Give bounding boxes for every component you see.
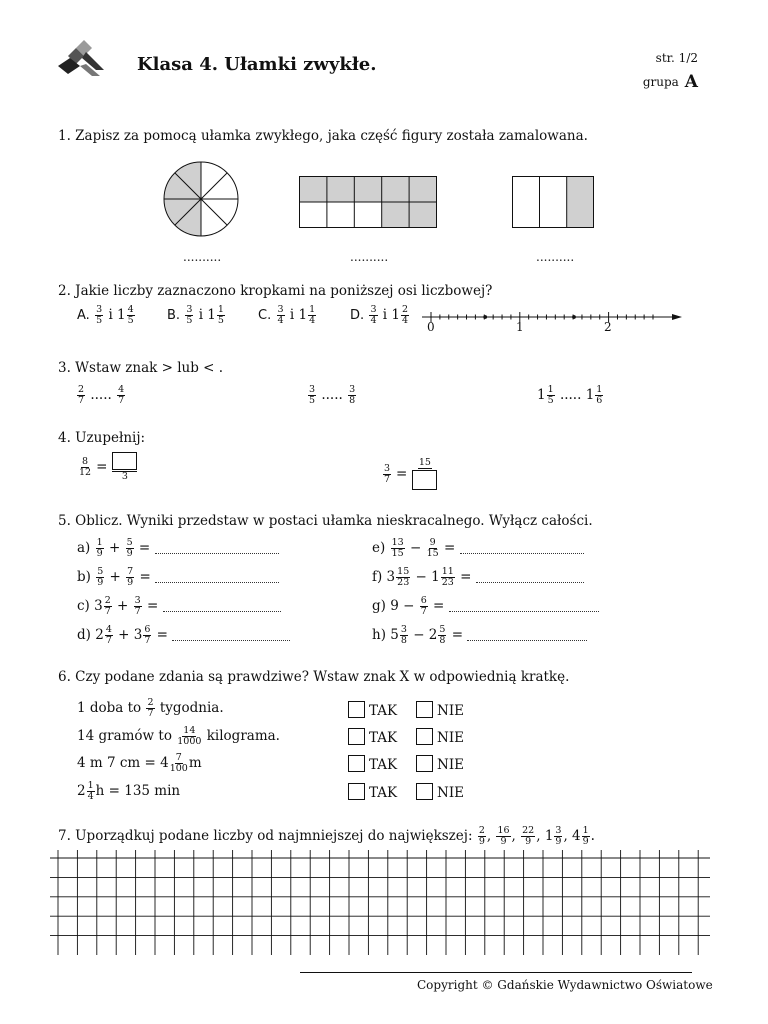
answer-box-numerator[interactable]: [112, 452, 137, 470]
answer-blank-circle[interactable]: ..........: [183, 250, 222, 264]
answer-blank-grid[interactable]: ..........: [350, 250, 389, 264]
axis-label-1: 1: [516, 320, 524, 334]
checkbox-tak-4[interactable]: TAK: [348, 783, 397, 801]
calc-e: e) $\frac{13}{15}$ − $\frac{9}{15}$ =: [372, 538, 584, 559]
calc-g: g) 9 − $\frac{6}{7}$ =: [372, 596, 599, 617]
calc-b: b) $\frac{5}{9}$ + $\frac{7}{9}$ =: [77, 567, 279, 588]
checkbox-tak-2[interactable]: TAK: [348, 728, 397, 746]
option-b[interactable]: B. $\frac{3}{5}$ i 1 $\frac{1}{5}$: [167, 304, 224, 326]
page-number: str. 1/2: [655, 51, 698, 65]
answer-grid[interactable]: [50, 850, 710, 955]
group-label: grupa A: [642, 72, 698, 92]
footer-rule: [300, 972, 692, 973]
option-a[interactable]: A. $\frac{3}{5}$ i 1 $\frac{4}{5}$: [77, 304, 134, 326]
checkbox-nie-3[interactable]: NIE: [416, 755, 464, 773]
checkbox-nie-4[interactable]: NIE: [416, 783, 464, 801]
statement-3: 4 m 7 cm = 4 $\frac{7}{100}$ m: [77, 752, 202, 774]
question-1: 1. Zapisz za pomocą ułamka zwykłego, jaka część figury została zamalowana.: [58, 128, 588, 144]
statement-2: 14 gramów to $\frac{14}{1000}$ kilograma.: [77, 725, 280, 747]
question-6: 6. Czy podane zdania są prawdziwe? Wstaw znak X w odpowiednią kratkę.: [58, 669, 570, 685]
calc-c: c) 3 $\frac{2}{7}$ + $\frac{3}{7}$ =: [77, 596, 281, 617]
compare-b: $\frac{3}{5}$ ..... $\frac{3}{8}$: [309, 384, 356, 406]
question-2: 2. Jakie liczby zaznaczono kropkami na poniższej osi liczbowej?: [58, 283, 493, 299]
calc-d: d) 2 $\frac{4}{7}$ + 3 $\frac{6}{7}$ =: [77, 625, 290, 646]
axis-label-2: 2: [604, 320, 612, 334]
option-d[interactable]: D. $\frac{3}{4}$ i 1 $\frac{2}{4}$: [350, 304, 409, 326]
calc-a: a) $\frac{1}{9}$ + $\frac{5}{9}$ =: [77, 538, 279, 559]
compare-c: 1 $\frac{1}{5}$ ..... 1 $\frac{1}{6}$: [537, 384, 603, 406]
number-line: [420, 308, 685, 326]
strip-figure: [512, 176, 594, 228]
checkbox-tak-1[interactable]: TAK: [348, 701, 397, 719]
checkbox-tak-3[interactable]: TAK: [348, 755, 397, 773]
page-title: Klasa 4. Ułamki zwykłe.: [137, 54, 377, 75]
answer-blank-strip[interactable]: ..........: [536, 250, 575, 264]
fill-a: $\frac{8}{12}$ = 3: [78, 452, 138, 482]
checkbox-nie-1[interactable]: NIE: [416, 701, 464, 719]
group-value: A: [684, 72, 698, 92]
question-7: 7. Uporządkuj podane liczby od najmniejszej do największej: $\frac{2}{9}$ , $\frac{16}{9}$ , $\frac{22}{9}$ , 1 $\frac{3}{9}$ , 4 $\frac{1}{9}$ .: [58, 825, 595, 847]
fill-b: $\frac{3}{7}$ = 15: [382, 458, 438, 490]
calc-f: f) 3 $\frac{15}{23}$ − 1 $\frac{11}{23}$ =: [372, 567, 584, 588]
question-3: 3. Wstaw znak > lub < .: [58, 360, 224, 376]
option-c[interactable]: C. $\frac{3}{4}$ i 1 $\frac{1}{4}$: [258, 304, 316, 326]
question-4: 4. Uzupełnij:: [58, 430, 146, 446]
axis-label-0: 0: [427, 320, 435, 334]
rectangle-grid-figure: [299, 176, 437, 228]
circle-figure: [163, 161, 239, 237]
answer-box-denominator[interactable]: [412, 470, 437, 490]
copyright: Copyright © Gdańskie Wydawnictwo Oświatowe: [417, 978, 713, 992]
statement-4: 2 $\frac{1}{4}$ h = 135 min: [77, 780, 181, 802]
statement-1: 1 doba to $\frac{2}{7}$ tygodnia.: [77, 697, 224, 719]
checkbox-nie-2[interactable]: NIE: [416, 728, 464, 746]
compare-a: $\frac{2}{7}$ ..... $\frac{4}{7}$: [78, 384, 125, 406]
question-5: 5. Oblicz. Wyniki przedstaw w postaci ułamka nieskracalnego. Wyłącz całości.: [58, 513, 593, 529]
publisher-logo: [56, 40, 106, 80]
calc-h: h) 5 $\frac{3}{8}$ − 2 $\frac{5}{8}$ =: [372, 625, 587, 646]
